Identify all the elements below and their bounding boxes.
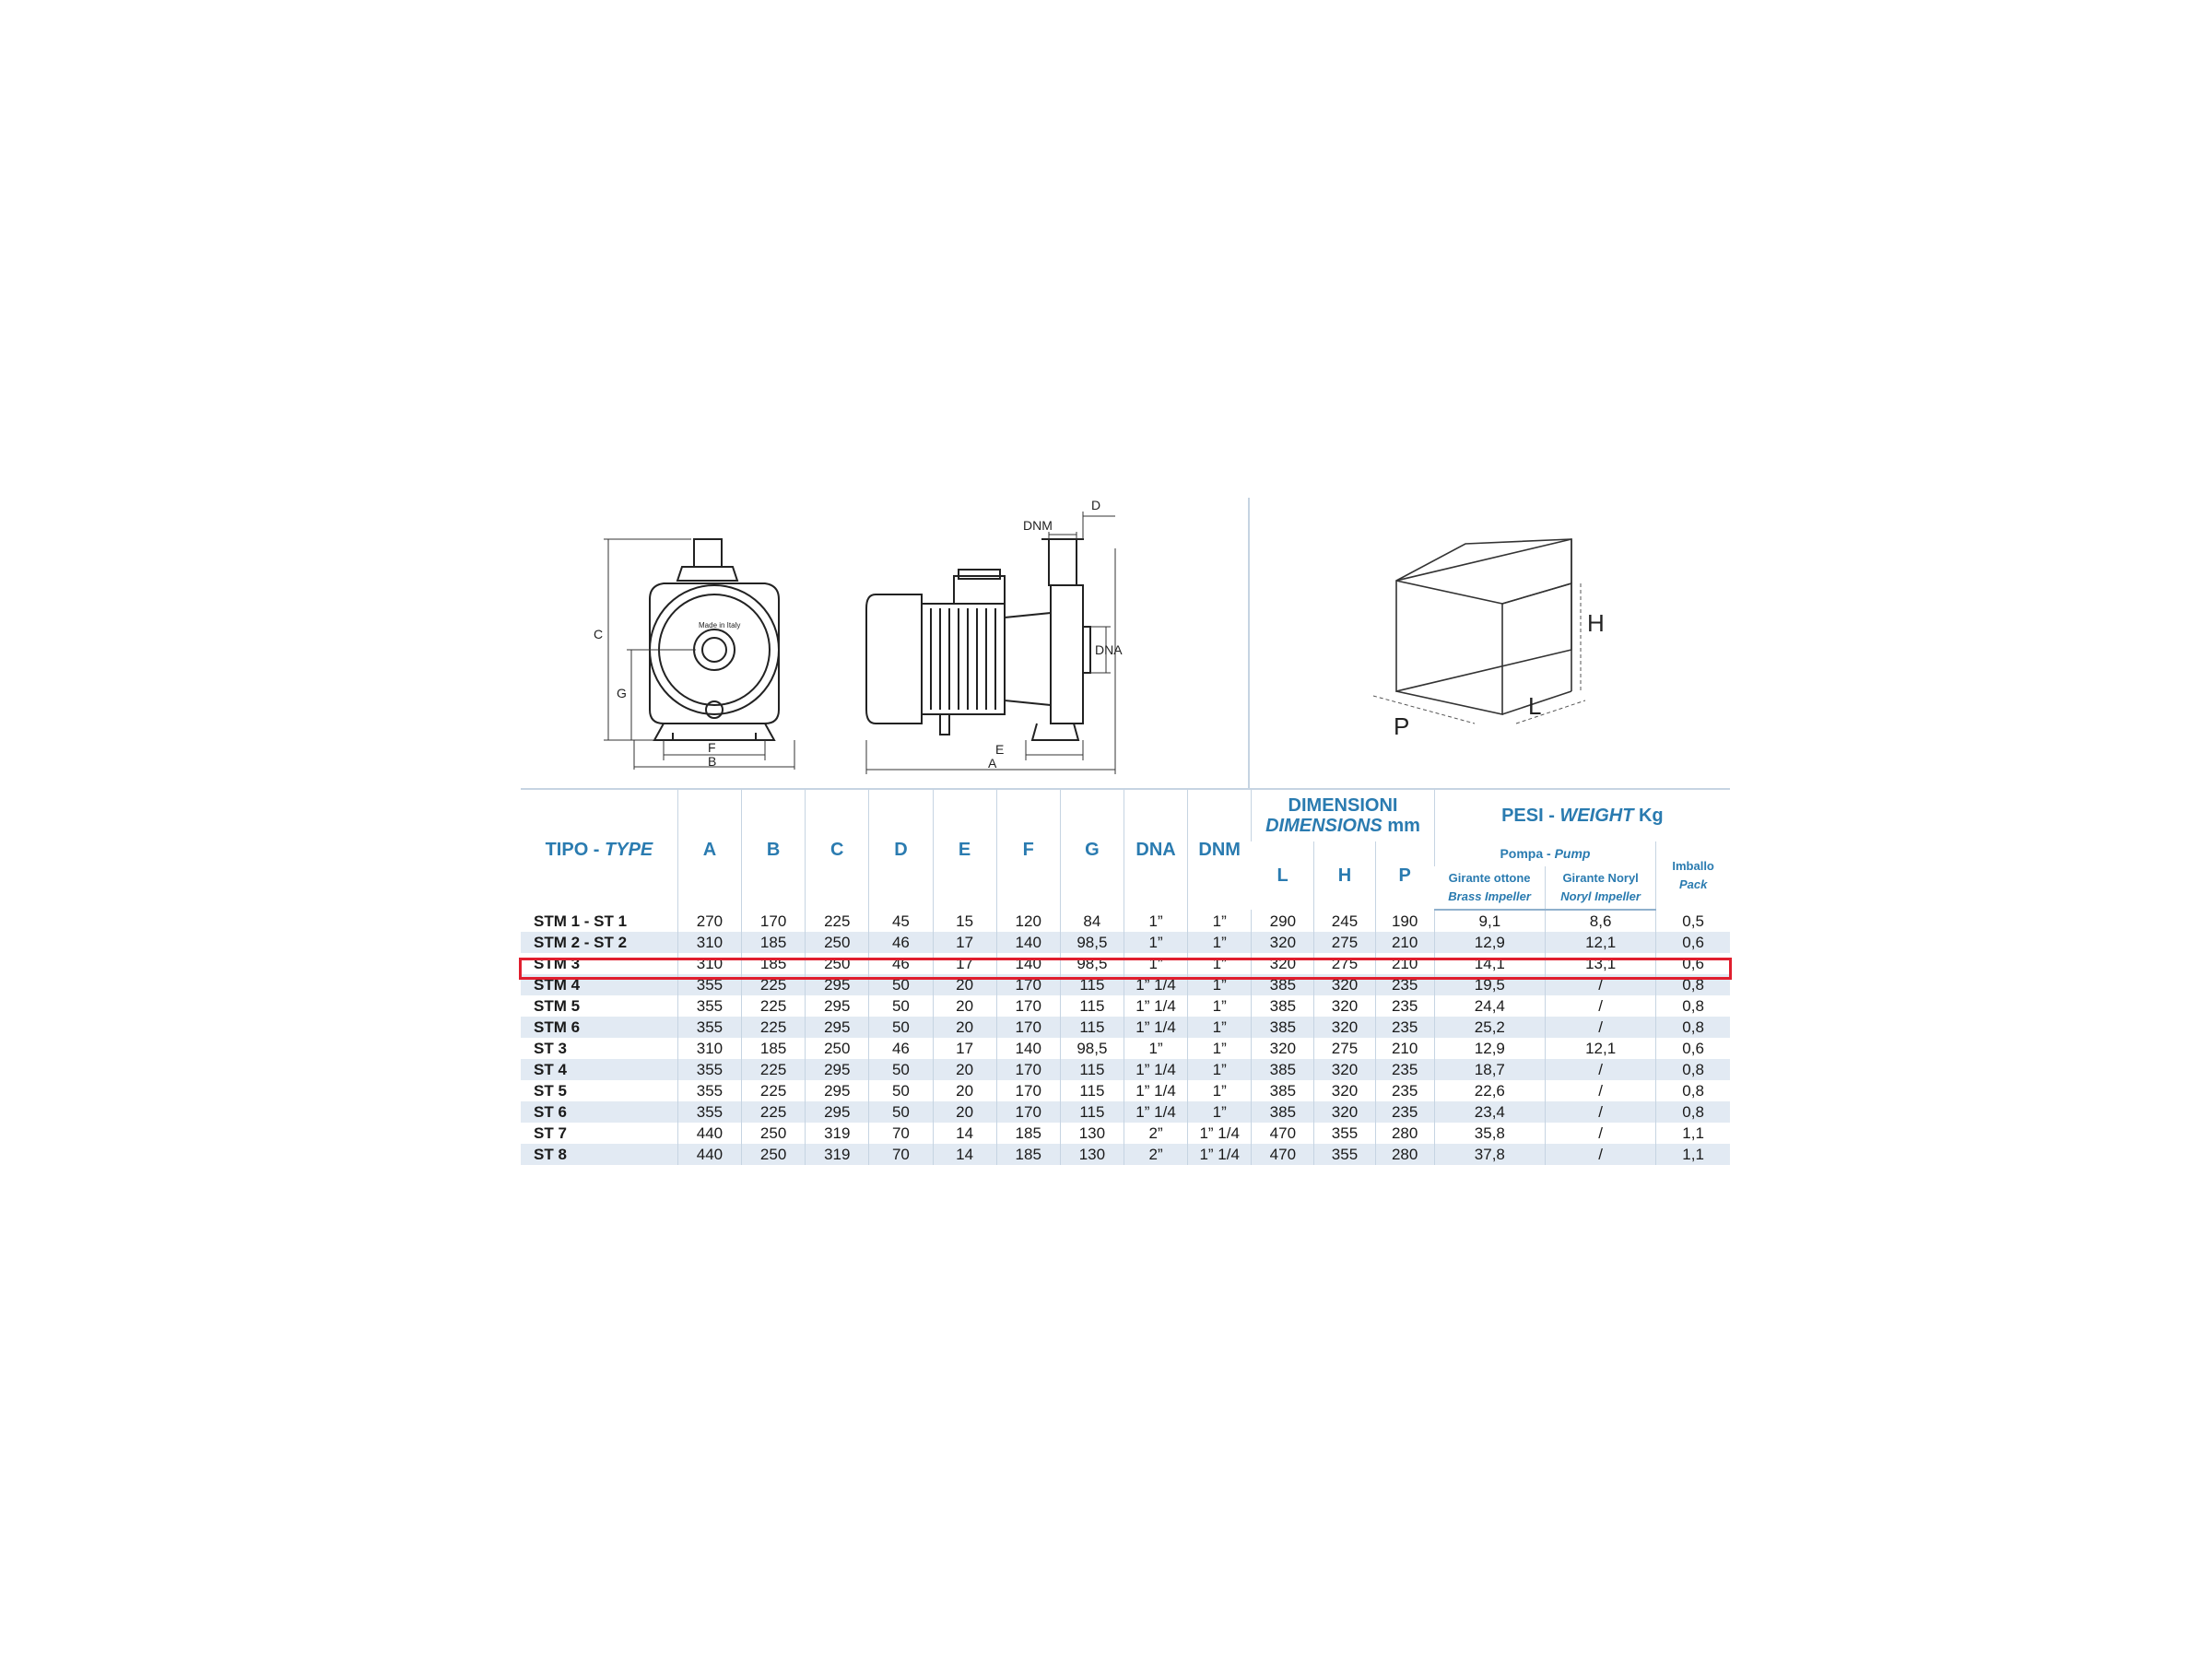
value-cell: 20 (933, 1101, 996, 1123)
value-cell: 2” (1124, 1144, 1187, 1165)
value-cell: 1” (1124, 953, 1187, 974)
value-cell: 355 (1314, 1123, 1375, 1144)
value-cell: 385 (1252, 1017, 1314, 1038)
value-cell: 385 (1252, 1101, 1314, 1123)
value-cell: 0,8 (1656, 1017, 1730, 1038)
type-cell: STM 2 - ST 2 (521, 932, 677, 953)
value-cell: 250 (742, 1144, 806, 1165)
value-cell: 0,6 (1656, 1038, 1730, 1059)
front-view-dimensions (604, 539, 794, 770)
value-cell: 170 (742, 910, 806, 932)
value-cell: 20 (933, 974, 996, 995)
box-label-h: H (1587, 609, 1605, 637)
table-row (521, 1101, 1730, 1123)
value-cell: 50 (869, 1017, 933, 1038)
technical-drawings (516, 493, 1733, 788)
header-weight: PESI - WEIGHT Kg (1434, 789, 1730, 841)
table-row (521, 1080, 1730, 1101)
type-cell: ST 5 (534, 1082, 567, 1100)
value-cell: 1” (1188, 995, 1252, 1017)
value-cell: 320 (1314, 1080, 1375, 1101)
type-cell: ST 6 (521, 1101, 677, 1123)
type-cell: STM 5 (534, 997, 581, 1015)
value-cell: 355 (677, 995, 741, 1017)
value-cell: 20 (933, 995, 996, 1017)
value-cell: 275 (1314, 932, 1375, 953)
value-cell: 355 (677, 1080, 741, 1101)
table-row (521, 1123, 1730, 1144)
table-row (521, 1144, 1730, 1165)
value-cell: 1” (1124, 932, 1187, 953)
value-cell: 120 (996, 910, 1060, 932)
value-cell: 17 (933, 1038, 996, 1059)
dim-label-d: D (1091, 498, 1101, 512)
value-cell: 0,8 (1656, 1080, 1730, 1101)
value-cell: 280 (1375, 1144, 1434, 1165)
value-cell: 225 (742, 1101, 806, 1123)
value-cell: 355 (677, 974, 741, 995)
header-dim-h: H (1314, 841, 1375, 910)
value-cell: 17 (933, 953, 996, 974)
value-cell: 19,5 (1434, 974, 1545, 995)
value-cell: 295 (806, 1080, 869, 1101)
side-view-dimensions (866, 512, 1115, 774)
value-cell: 20 (933, 1059, 996, 1080)
value-cell: 250 (742, 1123, 806, 1144)
dim-label-e: E (995, 742, 1005, 757)
value-cell: 250 (806, 1038, 869, 1059)
value-cell: 1” 1/4 (1188, 1144, 1252, 1165)
value-cell: 12,9 (1434, 1038, 1545, 1059)
value-cell: 170 (996, 995, 1060, 1017)
value-cell: 320 (1314, 995, 1375, 1017)
dim-label-a: A (988, 756, 997, 771)
value-cell: 22,6 (1434, 1080, 1545, 1101)
value-cell: 20 (933, 1017, 996, 1038)
value-cell: / (1545, 1144, 1655, 1165)
value-cell: 295 (806, 1059, 869, 1080)
table-row (521, 1059, 1730, 1080)
value-cell: 225 (742, 1017, 806, 1038)
value-cell: 1” 1/4 (1124, 1059, 1187, 1080)
dim-label-dnm: DNM (1023, 518, 1053, 533)
value-cell: 1” (1188, 932, 1252, 953)
value-cell: 310 (677, 1038, 741, 1059)
value-cell: 355 (1314, 1144, 1375, 1165)
value-cell: 12,1 (1545, 1038, 1655, 1059)
value-cell: 130 (1060, 1123, 1124, 1144)
table-row (521, 932, 1730, 953)
header-col-f: F (996, 789, 1060, 910)
value-cell: 45 (869, 910, 933, 932)
value-cell: 470 (1252, 1144, 1314, 1165)
table-row (521, 1017, 1730, 1038)
value-cell: 70 (869, 1123, 933, 1144)
header-col-b: B (742, 789, 806, 910)
value-cell: 37,8 (1434, 1144, 1545, 1165)
value-cell: 12,9 (1434, 932, 1545, 953)
header-col-g: G (1060, 789, 1124, 910)
value-cell: 1” (1188, 974, 1252, 995)
value-cell: 440 (677, 1144, 741, 1165)
value-cell: 225 (742, 1080, 806, 1101)
value-cell: 46 (869, 932, 933, 953)
value-cell: 9,1 (1434, 910, 1545, 932)
value-cell: 98,5 (1060, 932, 1124, 953)
value-cell: 1” (1188, 953, 1252, 974)
value-cell: 275 (1314, 1038, 1375, 1059)
value-cell: 84 (1060, 910, 1124, 932)
header-dimensions: DIMENSIONI DIMENSIONS mm (1252, 789, 1434, 841)
value-cell: 0,6 (1656, 932, 1730, 953)
value-cell: 14 (933, 1123, 996, 1144)
header-type: TIPO - TYPE (521, 789, 677, 910)
value-cell: 98,5 (1060, 953, 1124, 974)
value-cell: 355 (677, 1101, 741, 1123)
spec-table-body (521, 910, 1730, 1165)
value-cell: 18,7 (1434, 1059, 1545, 1080)
value-cell: 295 (806, 1017, 869, 1038)
value-cell: 310 (677, 932, 741, 953)
value-cell: 0,5 (1656, 910, 1730, 932)
value-cell: 1” (1188, 910, 1252, 932)
value-cell: 185 (742, 932, 806, 953)
value-cell: 1” 1/4 (1124, 974, 1187, 995)
value-cell: 235 (1375, 995, 1434, 1017)
value-cell: 385 (1252, 1080, 1314, 1101)
value-cell: 295 (806, 1101, 869, 1123)
value-cell: 1” (1188, 1059, 1252, 1080)
value-cell: 320 (1252, 953, 1314, 974)
value-cell: / (1545, 1059, 1655, 1080)
value-cell: 14 (933, 1144, 996, 1165)
made-in-italy-plate: Made in Italy (699, 621, 741, 629)
header-col-dna: DNA (1124, 789, 1187, 910)
value-cell: 185 (742, 953, 806, 974)
value-cell: 115 (1060, 1101, 1124, 1123)
value-cell: 115 (1060, 974, 1124, 995)
value-cell: 12,1 (1545, 932, 1655, 953)
value-cell: 320 (1314, 974, 1375, 995)
value-cell: 98,5 (1060, 1038, 1124, 1059)
value-cell: 170 (996, 1017, 1060, 1038)
value-cell: 235 (1375, 1059, 1434, 1080)
type-cell: ST 7 (534, 1124, 567, 1142)
value-cell: 295 (806, 974, 869, 995)
type-cell: ST 3 (534, 1040, 567, 1057)
pump-side-view (866, 539, 1090, 740)
value-cell: 0,8 (1656, 995, 1730, 1017)
value-cell: 185 (996, 1123, 1060, 1144)
value-cell: 320 (1314, 1017, 1375, 1038)
value-cell: 170 (996, 1059, 1060, 1080)
value-cell: 140 (996, 953, 1060, 974)
value-cell: 46 (869, 953, 933, 974)
value-cell: / (1545, 1101, 1655, 1123)
dim-label-dna: DNA (1095, 642, 1123, 657)
value-cell: 50 (869, 1059, 933, 1080)
header-col-e: E (933, 789, 996, 910)
value-cell: 385 (1252, 995, 1314, 1017)
type-cell: STM 3 (534, 955, 581, 972)
value-cell: 130 (1060, 1144, 1124, 1165)
value-cell: 275 (1314, 953, 1375, 974)
value-cell: / (1545, 974, 1655, 995)
value-cell: 115 (1060, 1017, 1124, 1038)
header-noryl-impeller: Girante Noryl Noryl Impeller (1545, 866, 1655, 910)
value-cell: 13,1 (1545, 953, 1655, 974)
value-cell: 0,8 (1656, 974, 1730, 995)
header-brass-impeller: Girante ottone Brass Impeller (1434, 866, 1545, 910)
value-cell: 319 (806, 1123, 869, 1144)
value-cell: 46 (869, 1038, 933, 1059)
value-cell: 20 (933, 1080, 996, 1101)
value-cell: 50 (869, 1101, 933, 1123)
value-cell: / (1545, 1080, 1655, 1101)
box-label-l: L (1528, 692, 1542, 720)
package-box-drawing (1396, 539, 1571, 714)
value-cell: 185 (996, 1144, 1060, 1165)
table-row (521, 1038, 1730, 1059)
value-cell: 250 (806, 932, 869, 953)
box-label-p: P (1394, 712, 1410, 740)
value-cell: 1” (1188, 1080, 1252, 1101)
value-cell: 25,2 (1434, 1017, 1545, 1038)
header-col-d: D (869, 789, 933, 910)
value-cell: 1” (1188, 1038, 1252, 1059)
value-cell: 210 (1375, 932, 1434, 953)
value-cell: 280 (1375, 1123, 1434, 1144)
value-cell: 0,8 (1656, 1059, 1730, 1080)
header-col-dnm: DNM (1188, 789, 1252, 910)
value-cell: 320 (1314, 1059, 1375, 1080)
header-pack: Imballo Pack (1656, 841, 1730, 910)
header-col-c: C (806, 789, 869, 910)
value-cell: / (1545, 1017, 1655, 1038)
pump-front-view (650, 539, 779, 740)
type-cell: ST 8 (521, 1144, 677, 1165)
type-cell: STM 6 (521, 1017, 677, 1038)
value-cell: 170 (996, 974, 1060, 995)
dim-label-g: G (617, 686, 627, 700)
value-cell: 1,1 (1656, 1123, 1730, 1144)
value-cell: 1” 1/4 (1124, 995, 1187, 1017)
value-cell: 2” (1124, 1123, 1187, 1144)
value-cell: 470 (1252, 1123, 1314, 1144)
value-cell: 14,1 (1434, 953, 1545, 974)
value-cell: 320 (1314, 1101, 1375, 1123)
type-cell: STM 1 - ST 1 (534, 912, 628, 930)
value-cell: 23,4 (1434, 1101, 1545, 1123)
value-cell: 15 (933, 910, 996, 932)
value-cell: 140 (996, 932, 1060, 953)
value-cell: 170 (996, 1080, 1060, 1101)
dim-label-c: C (594, 627, 604, 641)
value-cell: 355 (677, 1059, 741, 1080)
value-cell: 355 (677, 1017, 741, 1038)
header-dim-p: P (1375, 841, 1434, 910)
value-cell: 115 (1060, 1080, 1124, 1101)
value-cell: 1” 1/4 (1188, 1123, 1252, 1144)
value-cell: 245 (1314, 910, 1375, 932)
value-cell: 250 (806, 953, 869, 974)
value-cell: 235 (1375, 1080, 1434, 1101)
value-cell: 295 (806, 995, 869, 1017)
value-cell: 1” (1188, 1017, 1252, 1038)
value-cell: 50 (869, 974, 933, 995)
value-cell: 225 (806, 910, 869, 932)
value-cell: 8,6 (1545, 910, 1655, 932)
table-row (521, 995, 1730, 1017)
value-cell: 385 (1252, 974, 1314, 995)
value-cell: 1” (1188, 1101, 1252, 1123)
value-cell: 0,6 (1656, 953, 1730, 974)
value-cell: 385 (1252, 1059, 1314, 1080)
highlight-box-stm3 (519, 958, 1732, 980)
value-cell: / (1545, 995, 1655, 1017)
value-cell: 50 (869, 1080, 933, 1101)
value-cell: 0,8 (1656, 1101, 1730, 1123)
value-cell: / (1545, 1123, 1655, 1144)
value-cell: 225 (742, 974, 806, 995)
value-cell: 310 (677, 953, 741, 974)
value-cell: 270 (677, 910, 741, 932)
value-cell: 185 (742, 1038, 806, 1059)
value-cell: 235 (1375, 1017, 1434, 1038)
value-cell: 17 (933, 932, 996, 953)
value-cell: 235 (1375, 974, 1434, 995)
value-cell: 320 (1252, 932, 1314, 953)
value-cell: 1” 1/4 (1124, 1080, 1187, 1101)
value-cell: 140 (996, 1038, 1060, 1059)
value-cell: 210 (1375, 953, 1434, 974)
value-cell: 290 (1252, 910, 1314, 932)
value-cell: 1” 1/4 (1124, 1017, 1187, 1038)
dim-label-b: B (708, 754, 717, 769)
value-cell: 35,8 (1434, 1123, 1545, 1144)
type-cell: ST 4 (521, 1059, 677, 1080)
header-dim-l: L (1277, 865, 1288, 886)
value-cell: 1,1 (1656, 1144, 1730, 1165)
header-col-a: A (677, 789, 741, 910)
value-cell: 70 (869, 1144, 933, 1165)
value-cell: 210 (1375, 1038, 1434, 1059)
value-cell: 50 (869, 995, 933, 1017)
value-cell: 115 (1060, 1059, 1124, 1080)
header-pump: Pompa - Pump (1434, 841, 1656, 866)
value-cell: 440 (677, 1123, 741, 1144)
value-cell: 225 (742, 995, 806, 1017)
type-cell: STM 4 (521, 974, 677, 995)
value-cell: 1” (1124, 910, 1187, 932)
table-row (521, 910, 1730, 932)
dim-label-f: F (708, 740, 716, 755)
value-cell: 115 (1060, 995, 1124, 1017)
value-cell: 1” (1124, 1038, 1187, 1059)
value-cell: 1” 1/4 (1124, 1101, 1187, 1123)
value-cell: 190 (1375, 910, 1434, 932)
value-cell: 170 (996, 1101, 1060, 1123)
value-cell: 319 (806, 1144, 869, 1165)
value-cell: 24,4 (1434, 995, 1545, 1017)
value-cell: 235 (1375, 1101, 1434, 1123)
value-cell: 320 (1252, 1038, 1314, 1059)
value-cell: 225 (742, 1059, 806, 1080)
